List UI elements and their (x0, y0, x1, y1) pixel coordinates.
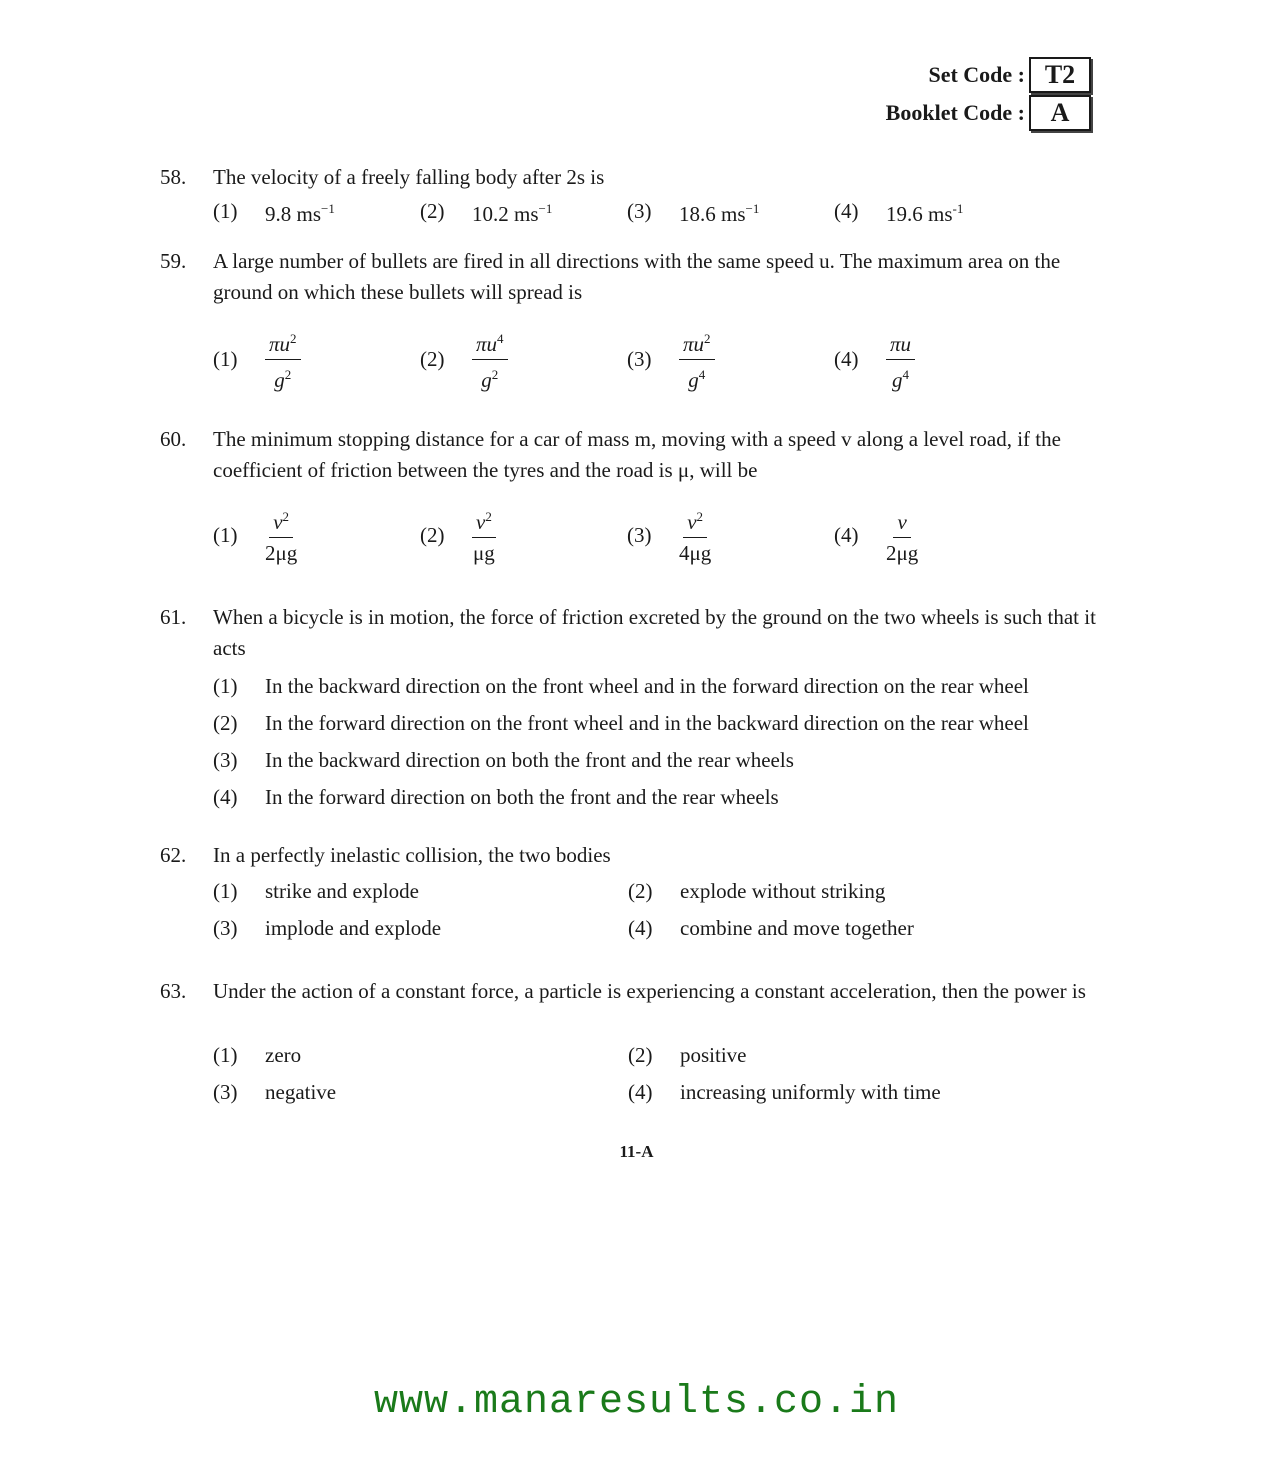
options-grid (213, 1040, 1093, 1108)
option-1 (213, 193, 420, 230)
option-value: In the backward direction on both the front and the rear wheels (265, 748, 794, 772)
option-4 (628, 913, 1093, 944)
question-text: The minimum stopping distance for a car of mass m, moving with a speed v along a level road, if the coefficient of friction between the tyres and the road is μ, will be (213, 427, 1061, 482)
option-value: increasing uniformly with time (680, 1080, 941, 1104)
option-value: negative (265, 1080, 337, 1104)
option-fraction: $\frac{\pi u}{g^4}$ (886, 326, 915, 393)
option-value: 19.6 $ms^{-1}$ (886, 201, 964, 226)
question-text: When a bicycle is in motion, the force of friction excreted by the ground on the two wheels is such that it acts (213, 605, 1096, 660)
question-61 (160, 602, 1100, 809)
question-58 (160, 162, 1100, 226)
question-number: 63. (160, 979, 187, 1003)
option-value: In the forward direction on both the front and the rear wheels (265, 785, 779, 809)
option-fraction: $\frac{v^2}{4\mu g}$ (679, 504, 711, 566)
booklet-code-box: A (1029, 95, 1091, 131)
question-number: 61. (160, 605, 187, 629)
question-number: 58. (160, 165, 187, 189)
question-text: The velocity of a freely falling body after 2s is (213, 165, 605, 189)
set-code-label: Set Code : (928, 62, 1025, 87)
question-60 (160, 424, 1100, 565)
option-number: (3) (627, 522, 652, 547)
booklet-code-label: Booklet Code : (885, 100, 1025, 125)
option-value: implode and explode (265, 916, 442, 940)
option-1 (213, 668, 1113, 705)
option-fraction: $\frac{v^2}{2\mu g}$ (265, 504, 297, 566)
option-number: (3) (627, 199, 652, 223)
option-number: (1) (213, 199, 238, 223)
option-value: zero (265, 1043, 302, 1067)
option-value: 9.8 $ms^{-1}$ (265, 201, 335, 226)
option-number: (2) (420, 347, 445, 371)
booklet-code-row (886, 94, 1091, 132)
option-1 (213, 1040, 628, 1071)
option-value: positive (680, 1043, 747, 1067)
option-1 (213, 326, 420, 393)
option-number: (1) (213, 674, 238, 698)
option-2 (420, 326, 627, 393)
option-number: (2) (420, 199, 445, 223)
option-value: 10.2 $ms^{-1}$ (472, 201, 553, 226)
option-number: (4) (628, 916, 653, 940)
options-list (213, 668, 1113, 816)
option-2 (213, 705, 1113, 742)
option-number: (1) (213, 879, 238, 903)
option-number: (2) (420, 522, 445, 547)
question-number: 60. (160, 427, 187, 451)
question-number: 62. (160, 843, 187, 867)
options-row (213, 326, 1041, 393)
option-fraction: $\frac{v}{2\mu g}$ (886, 504, 918, 566)
set-code-row (886, 56, 1091, 94)
option-fraction: $\frac{\pi u^2}{g^4}$ (679, 326, 715, 393)
option-fraction: $\frac{v^2}{\mu g}$ (472, 504, 496, 566)
option-2 (628, 1040, 1093, 1071)
option-fraction: $\frac{\pi u^4}{g^2}$ (472, 326, 508, 393)
option-3 (627, 193, 834, 230)
page-number: 11-A (619, 1142, 654, 1161)
option-number: (4) (213, 785, 238, 809)
option-2 (420, 504, 627, 566)
option-number: (1) (213, 1043, 238, 1067)
question-text: In a perfectly inelastic collision, the two bodies (213, 843, 611, 867)
option-value: In the forward direction on the front wheel and in the backward direction on the rear wheel (265, 711, 1029, 735)
option-4 (834, 504, 1041, 566)
question-text: A large number of bullets are fired in all directions with the same speed u. The maximum area on the ground on which these bullets will spread is (213, 249, 1061, 304)
option-3 (627, 326, 834, 393)
option-number: (1) (213, 347, 238, 371)
option-value: 18.6 $ms^{-1}$ (679, 201, 760, 226)
question-63 (160, 976, 1100, 1104)
option-number: (4) (628, 1080, 653, 1104)
website-url[interactable]: www.manaresults.co.in (373, 1380, 900, 1425)
option-2 (628, 876, 1093, 907)
option-1 (213, 876, 628, 907)
option-number: (4) (834, 199, 859, 223)
option-4 (834, 193, 1041, 230)
set-code-box: T2 (1029, 57, 1091, 93)
option-number: (3) (627, 347, 652, 371)
option-number: (2) (628, 879, 653, 903)
option-number: (2) (628, 1043, 653, 1067)
option-4 (628, 1077, 1093, 1108)
option-number: (4) (834, 522, 859, 547)
question-59 (160, 246, 1100, 392)
option-2 (420, 193, 627, 230)
question-62 (160, 840, 1100, 940)
option-number: (3) (213, 748, 238, 772)
option-number: (4) (834, 347, 859, 371)
options-row (213, 504, 1041, 566)
option-value: In the backward direction on the front wheel and in the forward direction on the rear wheel (265, 674, 1029, 698)
options-row (213, 193, 1041, 230)
option-4 (834, 326, 1041, 393)
option-number: (3) (213, 1080, 238, 1104)
option-1 (213, 504, 420, 566)
question-number: 59. (160, 249, 187, 273)
option-value: combine and move together (680, 916, 914, 940)
option-value: explode without striking (680, 879, 886, 903)
option-3 (627, 504, 834, 566)
options-grid (213, 876, 1093, 944)
option-number: (3) (213, 916, 238, 940)
option-number: (2) (213, 711, 238, 735)
option-3 (213, 742, 1113, 779)
option-number: (1) (213, 522, 238, 547)
option-fraction: $\frac{\pi u^2}{g^2}$ (265, 326, 301, 393)
option-value: strike and explode (265, 879, 419, 903)
question-text: Under the action of a constant force, a particle is experiencing a constant acceleration, then the power is (213, 979, 1086, 1003)
option-4 (213, 779, 1113, 816)
option-3 (213, 1077, 628, 1108)
code-panel (886, 56, 1091, 132)
option-3 (213, 913, 628, 944)
